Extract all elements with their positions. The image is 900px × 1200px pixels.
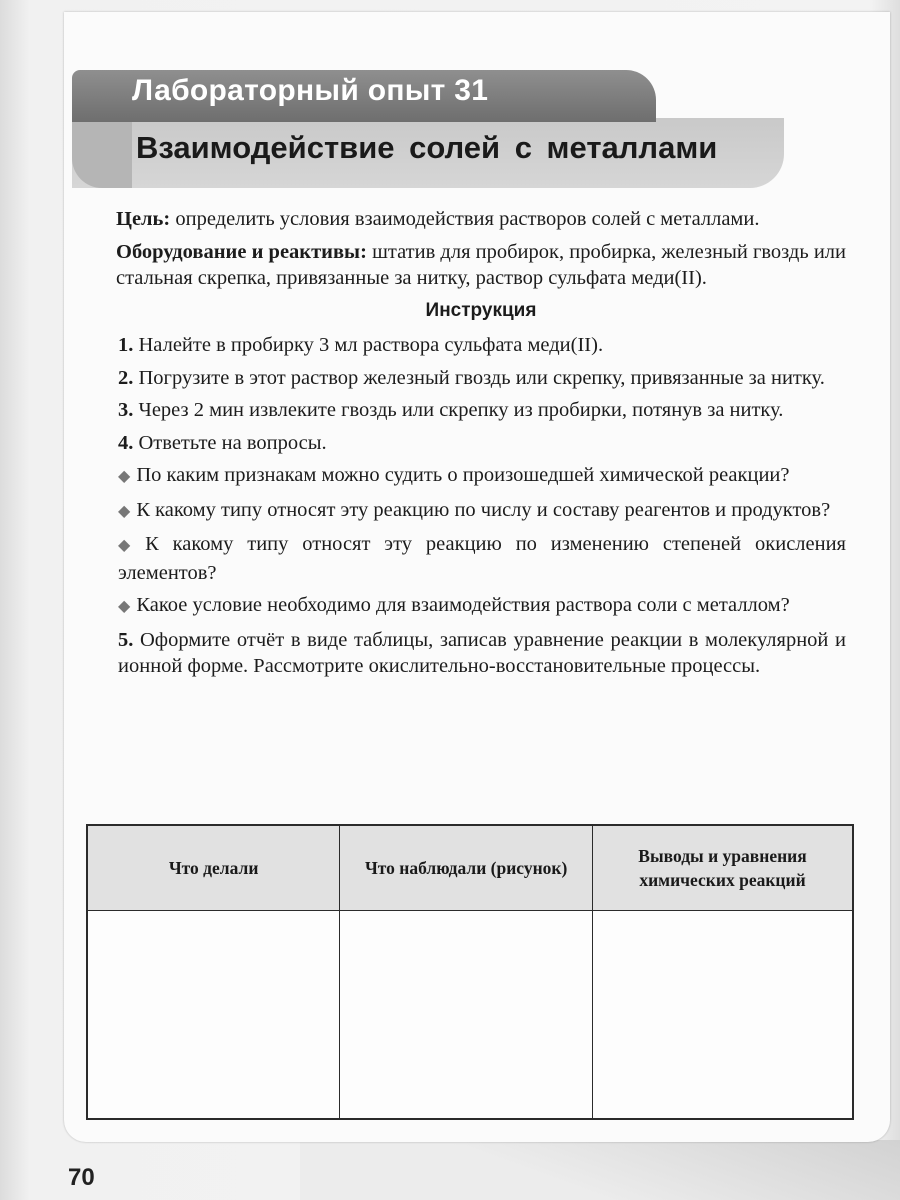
table-header-cell: Что делали — [87, 825, 340, 911]
table-header-cell: Что наблюдали (рисунок) — [340, 825, 593, 911]
step-number: 1. — [118, 334, 134, 356]
step-text: Через 2 мин извлеките гвоздь или скрепку из пробирки, потянув за нитку. — [138, 399, 784, 421]
step-text: Ответьте на вопросы. — [138, 431, 327, 454]
table-cell-empty[interactable] — [593, 911, 853, 1120]
table-header-row — [87, 825, 853, 911]
main-title: Взаимодействие солей с металлами — [136, 130, 718, 165]
goal-text: определить условия взаимодействия растворов солей с металлами. — [175, 208, 760, 230]
question-1 — [116, 462, 846, 491]
lab-title: Лабораторный опыт 31 — [132, 74, 489, 107]
step-text: Налейте в пробирку 3 мл раствора сульфата меди(II). — [138, 334, 604, 356]
question-text: К какому типу относят эту реакцию по числу и составу реагентов и продуктов? — [136, 498, 831, 521]
instructions-title: Инструкция — [425, 299, 537, 321]
step-4 — [116, 430, 846, 457]
table-row — [87, 911, 853, 1120]
table-header-cell: Выводы и уравнения химических реакций — [593, 825, 853, 911]
equipment-paragraph — [116, 239, 846, 292]
equipment-label: Оборудование и реактивы: — [116, 240, 367, 263]
page-bottom-shadow — [300, 1140, 900, 1200]
report-table-container — [86, 824, 854, 1120]
step-2 — [116, 365, 846, 392]
step-text: Оформите отчёт в виде таблицы, записав уравнение реакции в молекулярной и ионной форме. Рассмотрите окислительно-восстановительные процессы. — [118, 628, 846, 677]
step-number: 2. — [118, 366, 134, 389]
report-table — [86, 824, 854, 1120]
question-4 — [116, 592, 846, 621]
question-text: По каким признакам можно судить о произошедшей химической реакции? — [136, 464, 790, 486]
diamond-bullet-icon: ◆ — [118, 598, 131, 615]
diamond-bullet-icon: ◆ — [118, 502, 131, 520]
step-3 — [116, 397, 846, 424]
step-5 — [116, 627, 846, 680]
question-3 — [116, 531, 846, 586]
table-cell-empty[interactable] — [87, 911, 340, 1120]
step-number: 5. — [118, 628, 134, 651]
step-number: 4. — [118, 431, 134, 454]
step-1 — [116, 332, 846, 359]
step-text: Погрузите в этот раствор железный гвоздь или скрепку, привязанные за нитку. — [138, 366, 825, 389]
equipment-text: штатив для пробирок, пробирка, железный гвоздь или стальная скрепка, привязанные за нитку, раствор сульфата меди(II). — [116, 240, 847, 289]
question-2 — [116, 497, 846, 526]
page-number: 70 — [68, 1164, 95, 1191]
goal-paragraph — [116, 206, 846, 233]
step-number: 3. — [118, 399, 134, 421]
table-cell-empty[interactable] — [340, 911, 593, 1120]
diamond-bullet-icon: ◆ — [118, 537, 140, 554]
lab-body — [116, 206, 846, 686]
question-text: Какое условие необходимо для взаимодействия раствора соли с металлом? — [136, 594, 790, 616]
diamond-bullet-icon: ◆ — [118, 468, 131, 485]
goal-label: Цель: — [116, 208, 171, 230]
question-text: К какому типу относят эту реакцию по изменению степеней окисления элементов? — [118, 533, 846, 584]
